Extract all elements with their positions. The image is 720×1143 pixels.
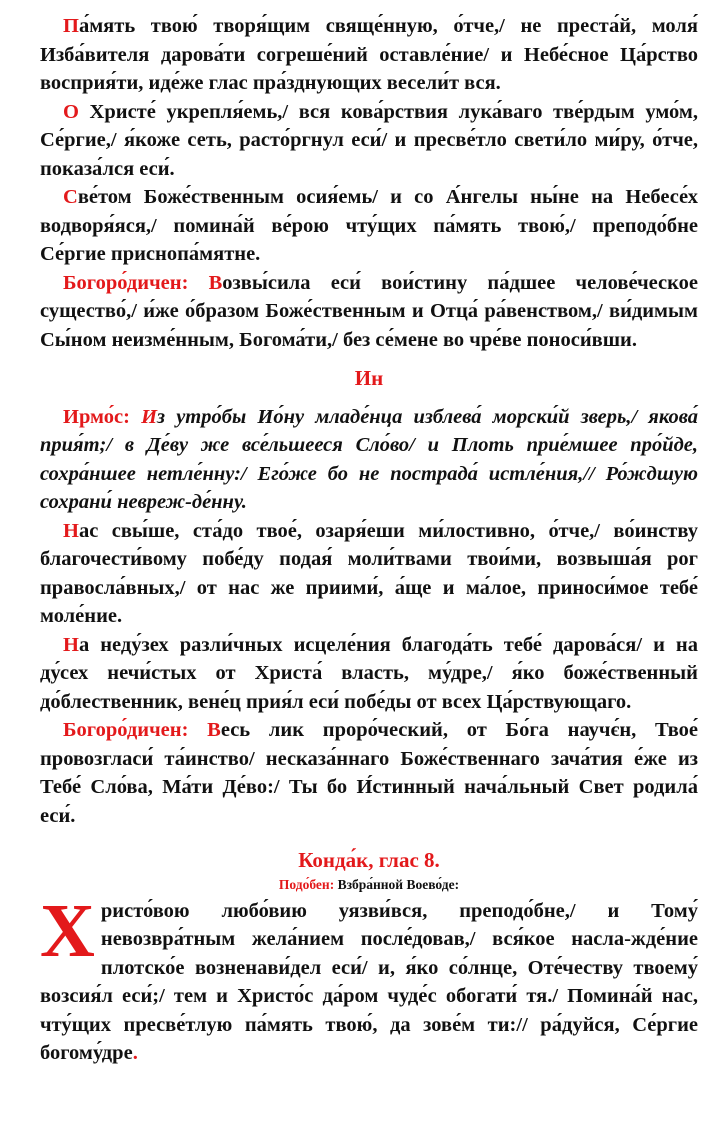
troparion-text: а неду́зех разли́чных исцеле́ния благода́ть тебе́ дарова́ся/ и на ду́сех нечи́стых от Христа́ власть, му́дре,/ я́ко боже́ственный до́блественник, вене́ц прия́л еси́ побе́ды от всех Ца́рствующаго. [40,633,698,713]
irmos-label: Ирмо́с: [63,405,142,428]
kontakion-end-mark: . [132,1042,138,1064]
section-heading-in: Ин [354,366,384,390]
kontakion-text [40,888,698,1068]
initial-letter: И [141,405,158,428]
theotokion-label: Богоро́дичен: [63,271,209,294]
theotokion-2 [40,716,698,830]
liturgical-text-page [40,12,698,1068]
troparion-1 [40,12,698,98]
theotokion-text: есь лик проро́ческий, от Бо́га научє́н, Твое́ провозгласи́ та́инство/ несказа́ннаго Боже́ственнаго зача́тия е́же из Тебе́ Сло́ва, Ма́ти Де́во:/ Ты бо И́стинный нача́льный Свет родила́ еси́. [40,719,698,827]
theotokion-text: озвы́сила еси́ вои́стину па́дшее челове́ческое существо́,/ и́же о́бразом Боже́ственным и Отца́ ра́венством,/ ви́димым Сы́ном неизме́нным, Богома́ти,/ без се́мене во чре́ве поноси́вши. [40,271,698,351]
irmos [40,403,698,517]
podoben-line [40,875,698,895]
kontakion-body: ристо́вою любо́вию уязви́вся, преподо́бне,/ и Тому́ невозвра́тным жела́нием после́довав,/ вся́кое насла-жде́ние плотско́е возненави́дел еси́/ и, я́ко со́лнце, Оте́честву твоему́ возсия́л еси́;/ тем и Христо́с да́ром чуде́с обогати́ тя./ Помина́й нас, чту́щих пресве́тлую па́мять твою́, да зове́м ти:// ра́дуйся, Се́ргие богому́дре [40,899,698,1064]
troparion-2 [40,98,698,184]
initial-letter: С [63,186,78,208]
initial-letter: Н [63,633,79,656]
podoben-label: Подо́бен: [278,876,338,892]
kontakion-heading: Конда́к, глас 8. [298,848,440,872]
drop-cap-initial: Х [40,888,95,973]
theotokion-1 [40,269,698,355]
troparion-5 [40,631,698,717]
troparion-text: ас свы́ше, ста́до твое́, озаря́еши ми́лостивно, о́тче,/ во́инству благочести́вому побе́ду подая́ моли́твами твои́ми, возвыша́я рог правосла́вных,/ от нас же приими́, а́ще и ма́лое, приноси́мое тебе́ моле́ние. [40,519,698,627]
troparion-text: а́мять твою́ творя́щим свяще́нную, о́тче,/ не преста́й, моля́ Изба́вителя дарова́ти согреше́ний оставле́ние/ и Небе́сное Ца́рство восприя́ти, иде́же глас пра́зднующих весели́т вся. [40,15,698,94]
troparion-4 [40,517,698,631]
troparion-text: ве́том Боже́ственным осия́емь/ и со А́нгелы ны́не на Небесе́х водворя́яся,/ помина́й ве́рою чту́щих па́мять твою́,/ преподо́бне Се́ргие приснопа́мятне. [40,186,698,265]
troparion-3 [40,183,698,269]
initial-letter: В [208,271,223,294]
initial-letter: В [207,719,221,741]
troparion-text: Христе́ укрепля́емь,/ вся кова́рствия лука́ваго тве́рдым умо́м, Се́ргие,/ я́коже сеть, расто́ргнул еси́/ и пресве́тло свети́ло ми́ру, о́тче, показа́лся еси́. [40,100,698,180]
initial-letter: П [63,15,79,37]
initial-letter: О [63,100,79,123]
irmos-text: з утро́бы Ио́ну младе́нца изблева́ морски́й зверь,/ якова́ прия́т;/ в Де́ву же все́льшееся Сло́во/ и Плоть прие́мшее про́йде, сохра́ншее нетле́нну:/ Его́же бо не пострада́ истле́ния,// Ро́ждшую сохрани́ невреж-де́нну. [40,405,698,513]
theotokion-label: Богоро́дичен: [63,719,208,741]
podoben-text: Взбра́нной Воево́де: [337,876,460,892]
initial-letter: Н [63,519,79,542]
kontakion-block [40,888,698,1068]
